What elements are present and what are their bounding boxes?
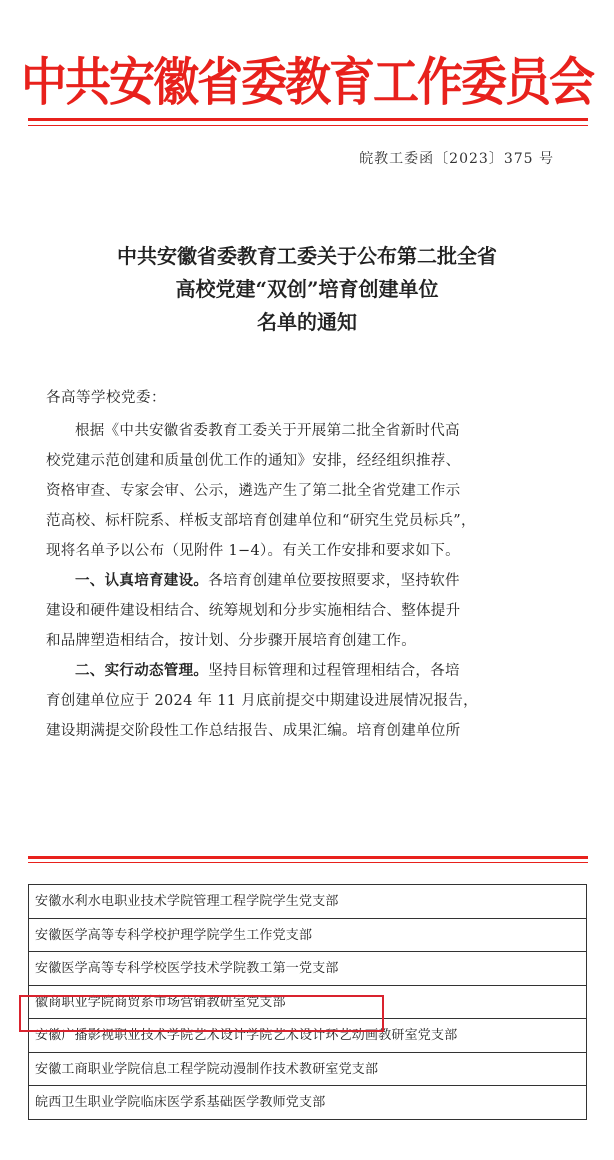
section-1-first-line (46, 566, 576, 596)
body-line: 现将名单予以公布（见附件 1−4）。有关工作安排和要求如下。 (46, 543, 460, 559)
salutation: 各高等学校党委： (46, 390, 166, 406)
divider-red-rule-thick (28, 856, 588, 859)
section-2-heading: 二、实行动态管理。 (75, 662, 209, 679)
table-row: 安徽广播影视职业技术学院艺术设计学院艺术设计环艺动画教研室党支部 (29, 1019, 586, 1053)
section-2-text: 坚持目标管理和过程管理相结合，各培 (208, 663, 460, 679)
section-1-text: 各培育创建单位要按照要求，坚持软件 (208, 573, 460, 589)
divider-red-rule-thin (28, 862, 588, 863)
notice-title-line-2: 高校党建“双创”培育创建单位 (175, 277, 439, 301)
table-row-highlighted: 徽商职业学院商贸系市场营销教研室党支部 (29, 986, 586, 1020)
body-line: 根据《中共安徽省委教育工委关于开展第二批全省新时代高 (75, 423, 460, 439)
header-red-rule-thin (28, 125, 588, 126)
body-line: 建设期满提交阶段性工作总结报告、成果汇编。培育创建单位所 (46, 723, 461, 739)
notice-title-line-1: 中共安徽省委教育工委关于公布第二批全省 (117, 244, 497, 268)
body-line: 校党建示范创建和质量创优工作的通知》安排，经经组织推荐、 (46, 453, 461, 469)
document-number: 皖教工委函〔2023〕375 号 (359, 151, 554, 167)
body-line: 资格审查、专家会审、公示，遴选产生了第二批全省党建工作示 (46, 483, 461, 499)
table-row: 安徽医学高等专科学校护理学院学生工作党支部 (29, 919, 586, 953)
body-line: 建设和硬件建设相结合、统筹规划和分步实施相结合、整体提升 (46, 603, 461, 619)
table-row: 皖西卫生职业学院临床医学系基础医学教师党支部 (29, 1086, 586, 1120)
header-red-rule-thick (28, 118, 588, 121)
highlight-box (19, 995, 384, 1032)
org-header-title: 中共安徽省委教育工作委员会 (21, 52, 593, 113)
notice-title (0, 240, 614, 339)
section-2-first-line (46, 656, 576, 686)
body-line: 范高校、标杆院系、样板支部培育创建单位和“研究生党员标兵”， (46, 513, 476, 529)
body-line: 和品牌塑造相结合，按计划、分步骤开展培育创建工作。 (46, 633, 416, 649)
body-line: 育创建单位应于 2024 年 11 月底前提交中期建设进展情况报告， (46, 693, 478, 709)
section-1-heading: 一、认真培育建设。 (75, 572, 209, 589)
table-row: 安徽工商职业学院信息工程学院动漫制作技术教研室党支部 (29, 1053, 586, 1087)
table-row: 安徽医学高等专科学校医学技术学院教工第一党支部 (29, 952, 586, 986)
table-row: 安徽水利水电职业技术学院管理工程学院学生党支部 (29, 885, 586, 919)
notice-body (46, 416, 576, 746)
notice-title-line-3: 名单的通知 (257, 310, 357, 334)
